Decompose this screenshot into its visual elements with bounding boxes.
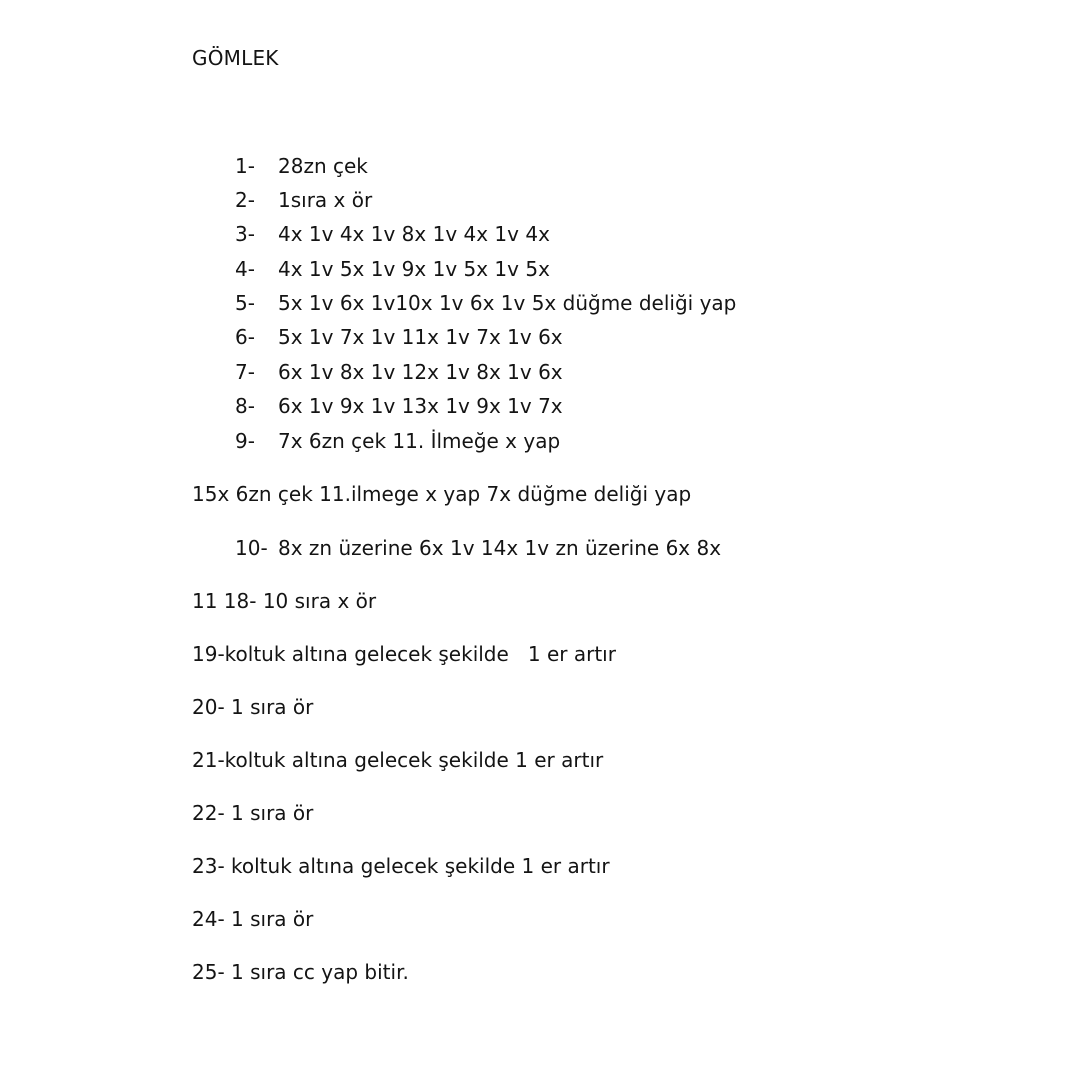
instruction-line: 25- 1 sıra cc yap bitir.: [192, 960, 409, 984]
step-number: 7-: [235, 360, 255, 384]
instruction-line: 24- 1 sıra ör: [192, 907, 314, 931]
list-item: [235, 255, 550, 283]
step-number: 8-: [235, 394, 255, 418]
step-text: 6x 1v 8x 1v 12x 1v 8x 1v 6x: [278, 360, 563, 384]
step-text: 4x 1v 4x 1v 8x 1v 4x 1v 4x: [278, 222, 550, 246]
step-number: 6-: [235, 325, 255, 349]
step-text: 7x 6zn çek 11. İlmeğe x yap: [278, 429, 561, 453]
step-text: 5x 1v 6x 1v10x 1v 6x 1v 5x düğme deliği yap: [278, 291, 737, 315]
instruction-line: 20- 1 sıra ör: [192, 695, 314, 719]
step-text: 8x zn üzerine 6x 1v 14x 1v zn üzerine 6x 8x: [278, 536, 722, 560]
list-item: [235, 323, 563, 351]
step-number: 3-: [235, 222, 255, 246]
step-text: 1sıra x ör: [278, 188, 373, 212]
list-item: [235, 427, 560, 455]
step-number: 1-: [235, 154, 255, 178]
instruction-line: 19-koltuk altına gelecek şekilde 1 er artır: [192, 642, 616, 666]
instruction-line: 21-koltuk altına gelecek şekilde 1 er artır: [192, 748, 604, 772]
list-item: [235, 534, 721, 562]
list-item: [235, 152, 368, 180]
step-number: 5-: [235, 291, 255, 315]
step-text: 6x 1v 9x 1v 13x 1v 9x 1v 7x: [278, 394, 563, 418]
step-number: 4-: [235, 257, 255, 281]
step-number: 9-: [235, 429, 255, 453]
instruction-line: 23- koltuk altına gelecek şekilde 1 er artır: [192, 854, 610, 878]
list-item: [235, 289, 736, 317]
instruction-line: 15x 6zn çek 11.ilmege x yap 7x düğme deliği yap: [192, 482, 692, 506]
list-item: [235, 186, 372, 214]
step-text: 4x 1v 5x 1v 9x 1v 5x 1v 5x: [278, 257, 550, 281]
list-item: [235, 358, 563, 386]
instruction-line: 22- 1 sıra ör: [192, 801, 314, 825]
step-text: 28zn çek: [278, 154, 368, 178]
instruction-line: 11 18- 10 sıra x ör: [192, 589, 377, 613]
list-item: [235, 392, 563, 420]
document-title: GÖMLEK: [192, 46, 279, 70]
list-item: [235, 220, 550, 248]
step-number: 10-: [235, 536, 268, 560]
step-number: 2-: [235, 188, 255, 212]
step-text: 5x 1v 7x 1v 11x 1v 7x 1v 6x: [278, 325, 563, 349]
